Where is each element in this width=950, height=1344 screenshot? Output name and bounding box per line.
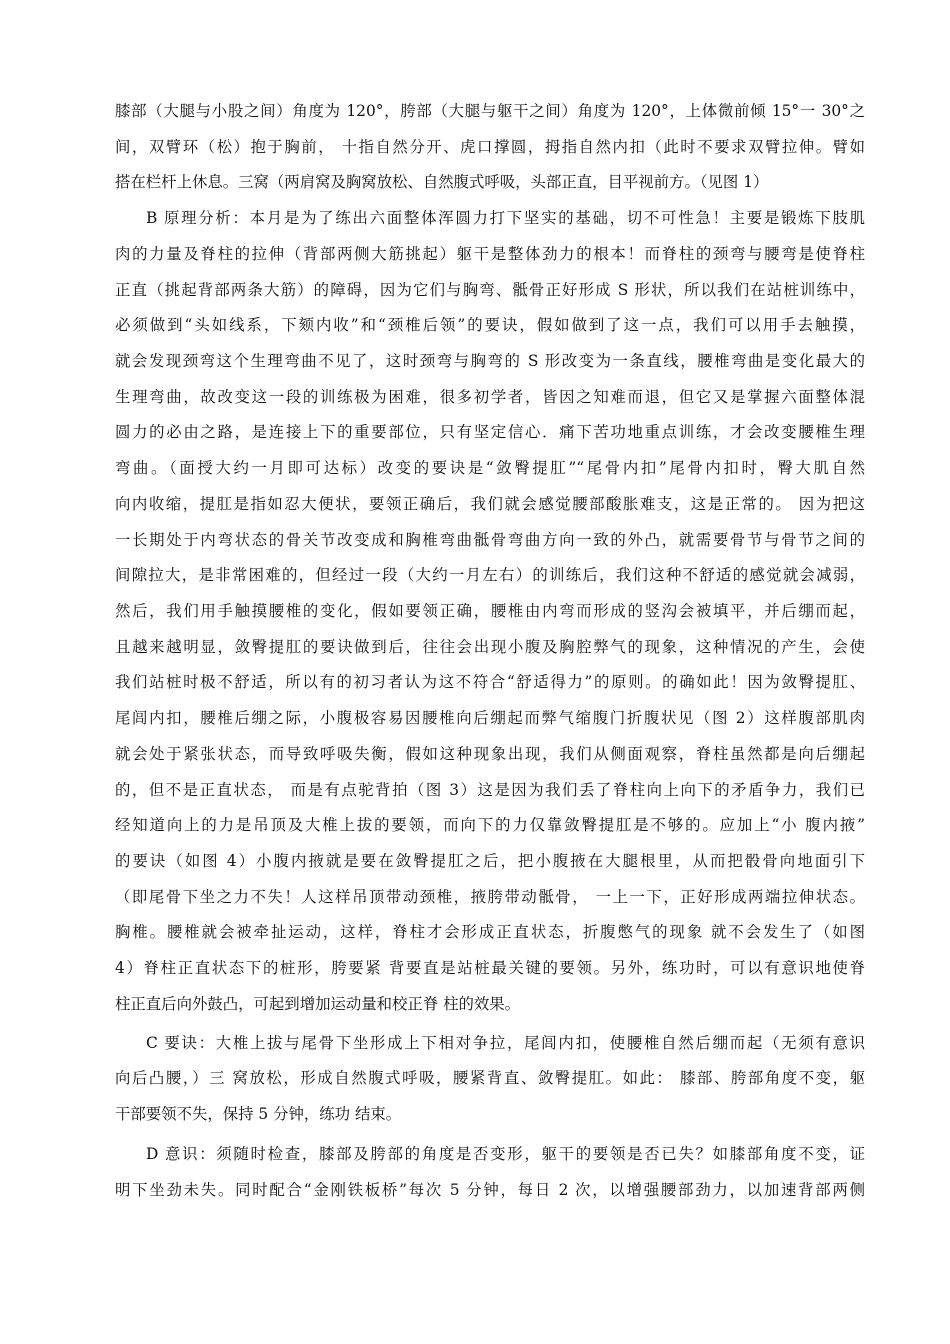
text-line: 尾闾内扣，腰椎后绷之际，小腹极容易因腰椎向后绷起而弊气缩腹门折腹状见（图 2）这样腹部肌肉 — [115, 709, 865, 727]
text-line: 向内收缩，提肛是指如忍大便状，要领正确后，我们就会感觉腰部酸胀难支，这是正常的。 因为把这 — [115, 495, 865, 513]
text-line: 肉的力量及脊柱的拉伸（背部两侧大筋挑起）躯干是整体劲力的根本！而脊柱的颈弯与腰弯是使脊柱 — [115, 245, 865, 263]
text-line: 干部要领不失，保持 5 分钟，练功 结束。 — [115, 1105, 402, 1123]
text-line: 柱正直后向外鼓凸，可起到增加运动量和校正脊 柱的效果。 — [115, 995, 521, 1013]
text-line: 4）脊柱正直状态下的桩形，胯要紧 背要直是站桩最关键的要领。另外，练功时，可以有意识地使脊 — [115, 959, 865, 977]
text-line: 的要诀（如图 4）小腹内掖就是要在敛臀提肛之后，把小腹掖在大腿根里，从而把骰骨向地面引下 — [115, 852, 865, 870]
text-line: 间，双臂环（松）抱于胸前， 十指自然分开、虎口撑圆，拇指自然内扣（此时不要求双臂拉伸。臂如 — [115, 138, 865, 156]
text-line: 搭在栏杆上休息。三窝（两肩窝及胸窝放松、自然腹式呼吸，头部正直，目平视前方。（见图 1） — [115, 173, 769, 191]
text-line: 我们站桩时极不舒适，所以有的初习者认为这不符合“舒适得力”的原则。的确如此！因为敛臀提肛、 — [115, 673, 865, 691]
text-line: 必须做到“头如线系，下颏内收”和“颈椎后领”的要诀，假如做到了这一点，我们可以用手去触摸， — [115, 316, 865, 334]
text-line: 胸椎。腰椎就会被牵扯运动，这样，脊柱才会形成正直状态，折腹憋气的现象 就不会发生了（如图 — [115, 923, 865, 941]
text-line: 就会处于紧张状态，而导致呼吸失衡，假如这种现象出现，我们从侧面观察，脊柱虽然都是向后绷起 — [115, 745, 865, 763]
text-line: 间隙拉大，是非常困难的，但经过一段（大约一月左右）的训练后，我们这种不舒适的感觉就会减弱， — [115, 566, 865, 584]
text-line: 一长期处于内弯状态的骨关节改变成和胸椎弯曲骶骨弯曲方向一致的外凸，就需要骨节与骨节之间的 — [115, 531, 865, 549]
text-line: 弯曲。（面授大约一月即可达标）改变的要诀是“敛臀提肛”“尾骨内扣”尾骨内扣时，臀大肌自然 — [115, 459, 865, 477]
text-line: 向后凸腰，）三 窝放松，形成自然腹式呼吸，腰紧背直、敛臀提肛。如此： 膝部、胯部角度不变，躯 — [115, 1069, 865, 1087]
text-line: 且越来越明显，敛臀提肛的要诀做到后，往往会出现小腹及胸腔弊气的现象，这种情况的产生，会使 — [115, 638, 865, 656]
text-line: C 要诀：大椎上拔与尾骨下坐形成上下相对争拉，尾闾内扣，使腰椎自然后绷而起（无须有意识 — [146, 1034, 865, 1052]
text-line: B 原理分析：本月是为了练出六面整体浑圆力打下坚实的基础，切不可性急！主要是锻炼下肢肌 — [146, 209, 865, 227]
text-line: 正直（挑起背部两条大筋）的障碍，因为它们与胸弯、骶骨正好形成 S 形状，所以我们在站桩训练中， — [115, 281, 865, 299]
text-line: 的，但不是正直状态， 而是有点驼背拍（图 3）这是因为我们丢了脊柱向上向下的矛盾争力，我们已 — [115, 781, 865, 799]
text-line: 圆力的必由之路，是连接上下的重要部位，只有坚定信心．痛下苦功地重点训练，才会改变腰椎生理 — [115, 423, 865, 441]
text-line: 明下坐劲未失。同时配合“金刚铁板桥”每次 5 分钟，每日 2 次，以增强腰部劲力，以加速背部两侧 — [115, 1181, 865, 1199]
text-line: 经知道向上的力是吊顶及大椎上拔的要领，而向下的力仅靠敛臀提肛是不够的。应加上“小 腹内掖” — [115, 816, 865, 834]
text-line: D 意识：须随时检查，膝部及胯部的角度是否变形，躯干的要领是否已失？如膝部角度不变，证 — [146, 1145, 865, 1163]
text-line: 生理弯曲，故改变这一段的训练极为困难，很多初学者，皆因之知难而退，但它又是掌握六面整体混 — [115, 388, 865, 406]
text-line: 膝部（大腿与小股之间）角度为 120°，胯部（大腿与躯干之间）角度为 120°，上体微前倾 15°一 30°之 — [115, 102, 865, 120]
text-line: 就会发现颈弯这个生理弯曲不见了，这时颈弯与胸弯的 S 形改变为一条直线，腰椎弯曲是变化最大的 — [115, 352, 865, 370]
text-line: 然后，我们用手触摸腰椎的变化，假如要领正确，腰椎由内弯而形成的竖沟会被填平，并后绷而起， — [115, 602, 865, 620]
text-line: （即尾骨下坐之力不失！人这样吊顶带动颈椎，掖胯带动骶骨， 一上一下，正好形成两端拉伸状态。 — [115, 888, 865, 906]
